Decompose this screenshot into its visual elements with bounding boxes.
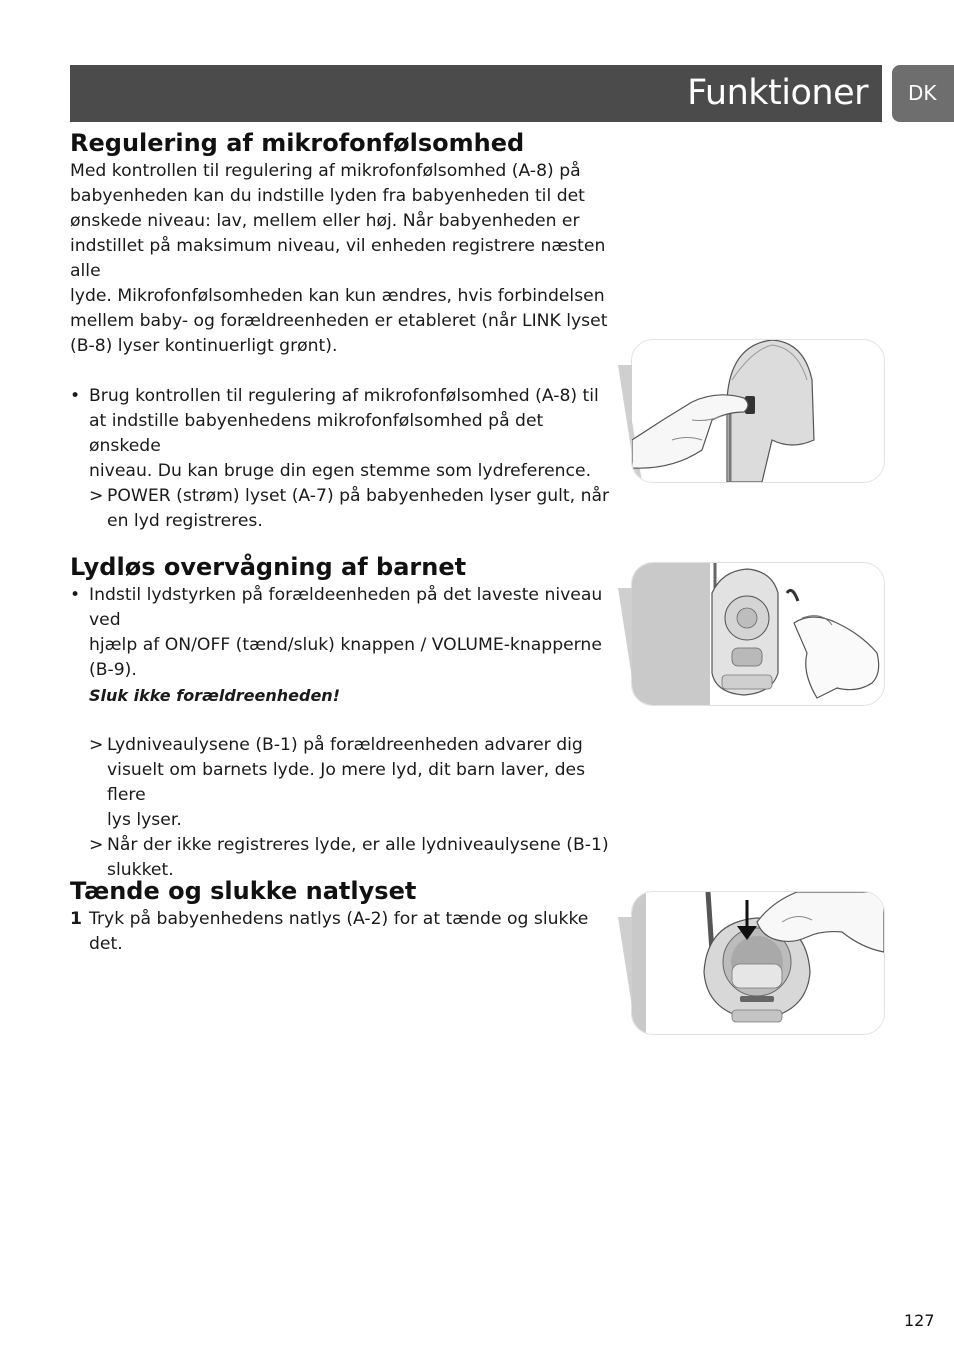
illustration-baby-unit-night-light xyxy=(632,892,884,1034)
language-tab xyxy=(892,65,954,122)
result-line: Lydniveaulysene (B-1) på forældreenheden advarer dig xyxy=(107,735,583,755)
bullet-line: Indstil lydstyrken på forældeenheden på det laveste niveau ved xyxy=(89,585,603,630)
illustration-finger-on-baby-unit xyxy=(632,340,884,482)
header-bar xyxy=(70,65,882,122)
section-microphone-sensitivity-body xyxy=(70,159,615,534)
step-item xyxy=(70,907,615,957)
result-item xyxy=(70,484,615,534)
illustration-parent-unit xyxy=(632,563,884,705)
figure-night-light xyxy=(631,891,885,1035)
paragraph-line: mellem baby- og forældreenheden er etableret (når LINK lyset xyxy=(70,311,608,331)
figure-notch xyxy=(618,365,632,455)
result-item xyxy=(70,733,615,833)
result-marker: > xyxy=(89,486,104,506)
step-line: Tryk på babyenhedens natlys (A-2) for at tænde og slukke xyxy=(89,909,589,929)
section-night-light-body xyxy=(70,907,615,957)
section-heading-night-light: Tænde og slukke natlyset xyxy=(70,877,417,905)
result-line: slukket. xyxy=(107,860,174,880)
bullet-line: (B-9). xyxy=(89,660,137,680)
paragraph-line: (B-8) lyser kontinuerligt grønt). xyxy=(70,336,338,356)
paragraph-line: indstillet på maksimum niveau, vil enheden registrere næsten alle xyxy=(70,236,606,281)
section-heading-silent-monitoring: Lydløs overvågning af barnet xyxy=(70,553,467,581)
bullet-line: at indstille babyenhedens mikrofonfølsomhed på det ønskede xyxy=(89,411,544,456)
result-line: lys lyser. xyxy=(107,810,182,830)
result-line: en lyd registreres. xyxy=(107,511,263,531)
section-heading-microphone-sensitivity: Regulering af mikrofonfølsomhed xyxy=(70,129,525,157)
paragraph-line: ønskede niveau: lav, mellem eller høj. Når babyenheden er xyxy=(70,211,580,231)
section-silent-monitoring-body xyxy=(70,583,615,883)
figure-parent-unit-volume xyxy=(631,562,885,706)
step-line: det. xyxy=(89,934,123,954)
bullet-marker: • xyxy=(70,386,81,406)
page-number: 127 xyxy=(904,1311,935,1330)
result-item xyxy=(70,833,615,883)
bullet-line: niveau. Du kan bruge din egen stemme som lydreference. xyxy=(89,461,592,481)
paragraph-line: babyenheden kan du indstille lyden fra babyenheden til det xyxy=(70,186,585,206)
paragraph-line: Med kontrollen til regulering af mikrofonfølsomhed (A-8) på xyxy=(70,161,581,181)
step-number: 1 xyxy=(70,909,82,929)
figure-notch xyxy=(618,588,632,678)
result-line: POWER (strøm) lyset (A-7) på babyenheden lyser gult, når xyxy=(107,486,610,506)
result-marker: > xyxy=(89,835,104,855)
result-marker: > xyxy=(89,735,104,755)
page-title: Funktioner xyxy=(687,73,868,113)
result-line: Når der ikke registreres lyde, er alle lydniveaulysene (B-1) xyxy=(107,835,609,855)
language-tab-label: DK xyxy=(908,81,937,105)
bullet-marker: • xyxy=(70,585,81,605)
bullet-item xyxy=(70,384,615,484)
warning-note: Sluk ikke forældreenheden! xyxy=(89,686,340,705)
result-line: visuelt om barnets lyde. Jo mere lyd, dit barn laver, des flere xyxy=(107,760,586,805)
bullet-line: Brug kontrollen til regulering af mikrofonfølsomhed (A-8) til xyxy=(89,386,599,406)
bullet-item xyxy=(70,583,615,708)
figure-notch xyxy=(618,917,632,1007)
figure-microphone-control xyxy=(631,339,885,483)
paragraph-line: lyde. Mikrofonfølsomheden kan kun ændres, hvis forbindelsen xyxy=(70,286,605,306)
bullet-line: hjælp af ON/OFF (tænd/sluk) knappen / VOLUME-knapperne xyxy=(89,635,602,655)
